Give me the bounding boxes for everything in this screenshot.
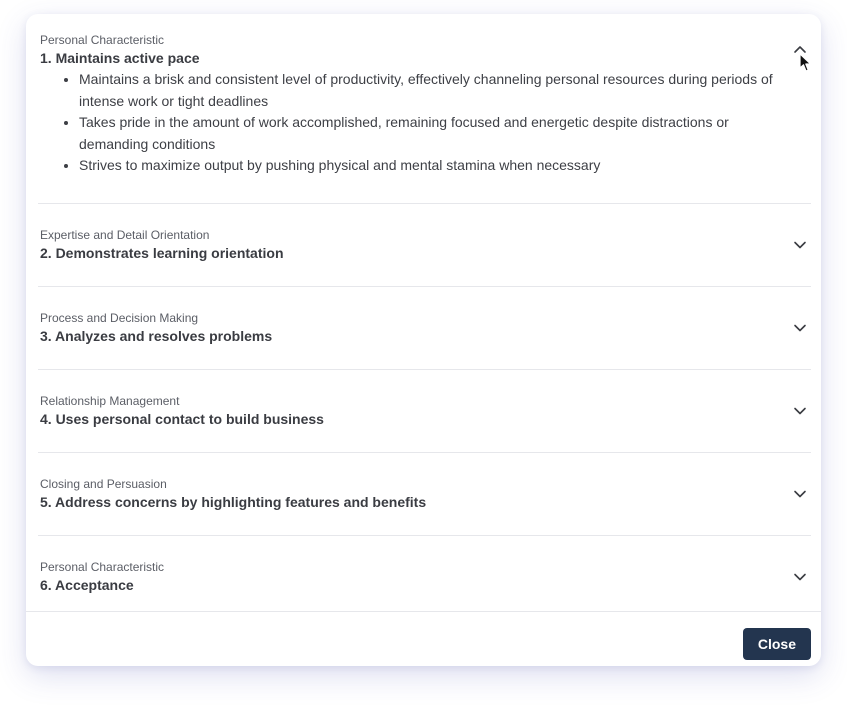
detail-bullet: • Takes pride in the amount of work accomplished, remaining focused and energetic despite distractions or demanding conditions xyxy=(79,112,791,155)
accordion-header-2[interactable] xyxy=(38,204,811,286)
item-title: 1. Maintains active pace xyxy=(40,50,200,66)
item-title: 4. Uses personal contact to build business xyxy=(40,410,324,427)
accordion-item-6 xyxy=(38,536,811,618)
item-category: Process and Decision Making xyxy=(40,310,199,325)
item-title: 5. Address concerns by highlighting features and benefits xyxy=(40,493,427,510)
accordion-item-5 xyxy=(38,453,811,536)
accordion-header-3[interactable] xyxy=(38,287,811,369)
item-title: 2. Demonstrates learning orientation xyxy=(40,244,284,261)
chevron-down-icon[interactable] xyxy=(793,321,807,335)
item-details xyxy=(38,66,811,203)
detail-bullet: • Strives to maximize output by pushing physical and mental stamina when necessary xyxy=(79,155,791,177)
item-category: Relationship Management xyxy=(40,393,180,408)
accordion-header-6[interactable] xyxy=(38,536,811,618)
chevron-down-icon[interactable] xyxy=(793,404,807,418)
item-category: Personal Characteristic xyxy=(40,33,165,47)
chevron-down-icon[interactable] xyxy=(793,570,807,584)
competency-modal xyxy=(26,14,821,666)
accordion-header-5[interactable] xyxy=(38,453,811,535)
accordion-item-3 xyxy=(38,287,811,370)
accordion-item-4 xyxy=(38,370,811,453)
accordion-item-2 xyxy=(38,204,811,287)
chevron-down-icon[interactable] xyxy=(793,487,807,501)
accordion-header-4[interactable] xyxy=(38,370,811,452)
item-category: Closing and Persuasion xyxy=(40,476,167,491)
close-button[interactable]: Close xyxy=(743,628,811,660)
chevron-up-icon[interactable] xyxy=(793,42,807,56)
chevron-down-icon[interactable] xyxy=(793,238,807,252)
item-category: Expertise and Detail Orientation xyxy=(40,227,210,242)
item-title: 6. Acceptance xyxy=(40,576,134,593)
competency-accordion xyxy=(38,14,811,618)
accordion-item-1 xyxy=(38,14,811,204)
item-title: 3. Analyzes and resolves problems xyxy=(40,327,273,344)
accordion-header-1[interactable] xyxy=(38,14,811,66)
detail-bullet: • Maintains a brisk and consistent level of productivity, effectively channeling personal resources during periods of intense work or tight deadlines xyxy=(79,69,791,112)
item-category: Personal Characteristic xyxy=(40,559,165,574)
modal-footer xyxy=(26,611,821,666)
